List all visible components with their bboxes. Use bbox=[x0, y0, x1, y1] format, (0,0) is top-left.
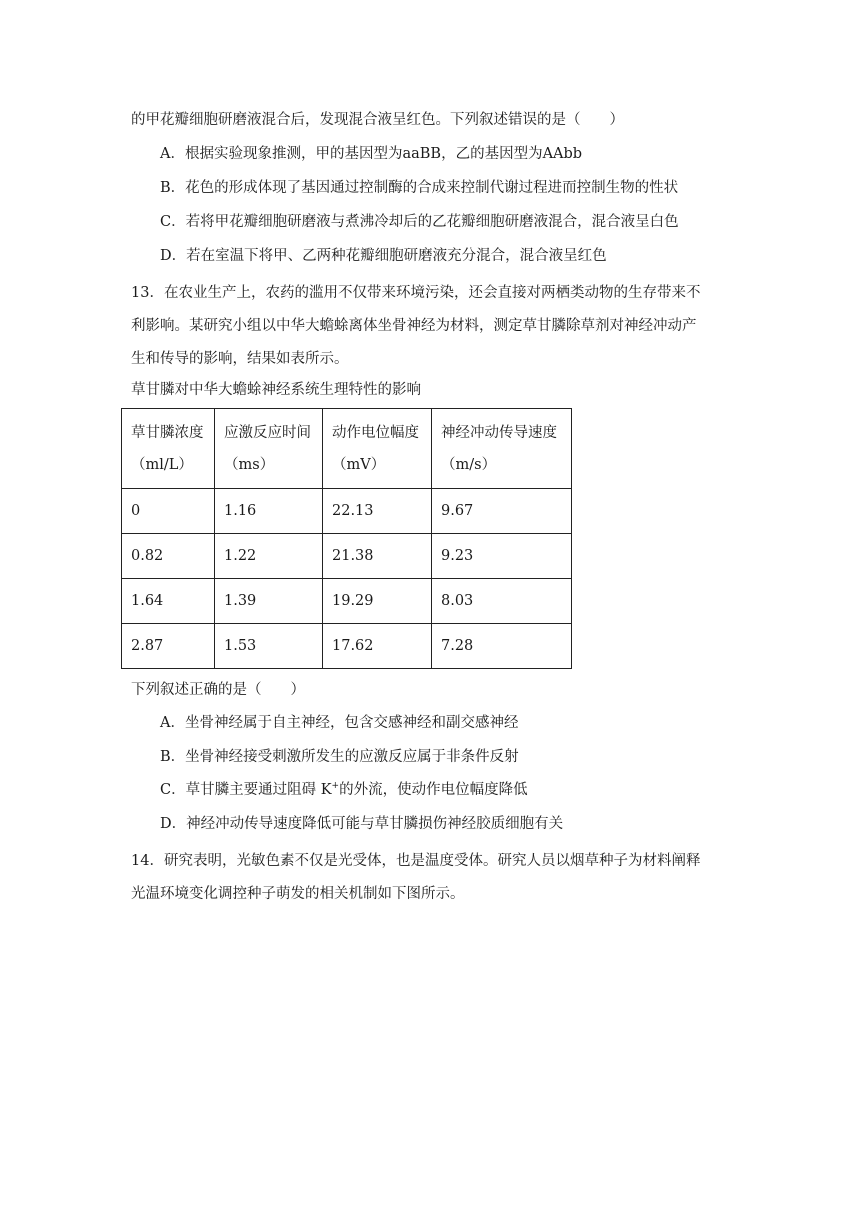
header-conduction-speed-unit: （m/s） bbox=[441, 456, 497, 473]
table-row bbox=[122, 624, 572, 669]
q13-option-a: A．坐骨神经属于自主神经，包含交感神经和副交感神经 bbox=[160, 715, 519, 731]
q12-option-b: B．花色的形成体现了基因通过控制酶的合成来控制代谢过程进而控制生物的性状 bbox=[160, 180, 679, 196]
table-cell: 1.64 bbox=[122, 579, 215, 624]
header-action-potential bbox=[323, 409, 432, 489]
header-response-time-unit: （ms） bbox=[224, 456, 275, 473]
q12-option-a: A．根据实验现象推测，甲的基因型为aaBB，乙的基因型为AAbb bbox=[160, 146, 583, 162]
q13-stem-line-1: 13．在农业生产上，农药的滥用不仅带来环境污染，还会直接对两栖类动物的生存带来不 bbox=[131, 285, 701, 301]
header-conduction-speed bbox=[432, 409, 572, 489]
table-cell: 8.03 bbox=[432, 579, 572, 624]
header-action-potential-label: 动作电位幅度 bbox=[332, 424, 419, 441]
header-concentration-label: 草甘膦浓度 bbox=[131, 424, 204, 441]
q13-option-c-post: 的外流，使动作电位幅度降低 bbox=[339, 782, 528, 798]
q12-option-c: C．若将甲花瓣细胞研磨液与煮沸冷却后的乙花瓣细胞研磨液混合，混合液呈白色 bbox=[160, 214, 679, 230]
q14-stem-line-1: 14．研究表明，光敏色素不仅是光受体，也是温度受体。研究人员以烟草种子为材料阐释 bbox=[131, 853, 701, 869]
table-cell: 17.62 bbox=[323, 624, 432, 669]
table-row bbox=[122, 579, 572, 624]
header-conduction-speed-label: 神经冲动传导速度 bbox=[441, 424, 557, 441]
q13-option-c bbox=[160, 780, 528, 800]
q13-option-d: D．神经冲动传导速度降低可能与草甘膦损伤神经胶质细胞有关 bbox=[160, 816, 564, 832]
header-concentration-unit: （ml/L） bbox=[131, 456, 193, 473]
table-cell: 1.16 bbox=[215, 489, 323, 534]
header-response-time bbox=[215, 409, 323, 489]
table-header-row bbox=[122, 409, 572, 489]
q13-question: 下列叙述正确的是（ ） bbox=[131, 682, 305, 698]
q13-option-b: B．坐骨神经接受刺激所发生的应激反应属于非条件反射 bbox=[160, 749, 519, 765]
q13-table-caption: 草甘膦对中华大蟾蜍神经系统生理特性的影响 bbox=[131, 382, 421, 398]
q13-data-table bbox=[121, 408, 572, 669]
header-action-potential-unit: （mV） bbox=[332, 456, 386, 473]
q12-option-d: D．若在室温下将甲、乙两种花瓣细胞研磨液充分混合，混合液呈红色 bbox=[160, 248, 607, 264]
table-cell: 1.39 bbox=[215, 579, 323, 624]
table-cell: 7.28 bbox=[432, 624, 572, 669]
table-cell: 2.87 bbox=[122, 624, 215, 669]
table-cell: 0 bbox=[122, 489, 215, 534]
table-cell: 19.29 bbox=[323, 579, 432, 624]
table-cell: 1.53 bbox=[215, 624, 323, 669]
table-cell: 9.23 bbox=[432, 534, 572, 579]
q12-stem-tail: 的甲花瓣细胞研磨液混合后，发现混合液呈红色。下列叙述错误的是（ ） bbox=[131, 112, 624, 128]
table-cell: 0.82 bbox=[122, 534, 215, 579]
q13-option-c-superscript: + bbox=[331, 781, 340, 791]
table-cell: 22.13 bbox=[323, 489, 432, 534]
table-row bbox=[122, 534, 572, 579]
table-row bbox=[122, 489, 572, 534]
table-cell: 9.67 bbox=[432, 489, 572, 534]
q13-stem-line-2: 利影响。某研究小组以中华大蟾蜍离体坐骨神经为材料，测定草甘膦除草剂对神经冲动产 bbox=[131, 318, 697, 334]
q13-stem-line-3: 生和传导的影响，结果如表所示。 bbox=[131, 351, 349, 367]
header-concentration bbox=[122, 409, 215, 489]
q13-option-c-pre: C．草甘膦主要通过阻碍 K bbox=[160, 782, 332, 798]
table-cell: 21.38 bbox=[323, 534, 432, 579]
table-cell: 1.22 bbox=[215, 534, 323, 579]
header-response-time-label: 应激反应时间 bbox=[224, 424, 311, 441]
q14-stem-line-2: 光温环境变化调控种子萌发的相关机制如下图所示。 bbox=[131, 886, 465, 902]
